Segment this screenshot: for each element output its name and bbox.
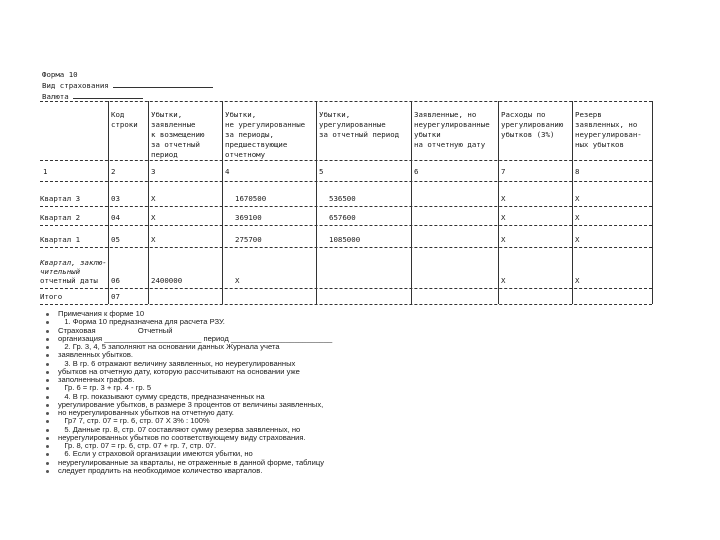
column-header: убытки (414, 130, 441, 139)
table-rule (40, 225, 652, 226)
table-rule (40, 181, 652, 182)
column-header: заявленные (151, 120, 196, 129)
note-text: Гр7 7, стр. 07 = гр. 6, стр. 07 Х 3% : 100% (58, 416, 210, 426)
table-rule (40, 160, 652, 161)
note-text: 3. В гр. 6 отражают величину заявленных, но неурегулированных (58, 358, 296, 368)
bullet-icon (46, 445, 49, 448)
row-label: Итого (40, 292, 63, 301)
column-header: Код (111, 110, 125, 119)
bullet-icon (46, 346, 49, 349)
column-header: Резерв (575, 110, 602, 119)
column-number: 7 (501, 167, 506, 176)
note-text: 4. В гр. показывают сумму средств, предназначенных на (58, 391, 265, 401)
row-code: 03 (111, 194, 120, 203)
row-value: Х (501, 194, 506, 203)
column-divider (652, 101, 653, 304)
table-rule (40, 101, 652, 102)
note-text: заполненных графов. (58, 375, 135, 384)
bullet-icon (46, 412, 49, 415)
column-header: за отчетный (151, 140, 200, 149)
note-text: 5. Данные гр. 8, стр. 07 составляют сумму резерва заявленных, но (58, 424, 301, 434)
row-value: Х (151, 213, 156, 222)
bullet-icon (46, 453, 49, 456)
table-rule (40, 288, 652, 289)
column-header: Заявленные, но (414, 110, 477, 119)
row-code: 05 (111, 235, 120, 244)
row-value: Х (151, 194, 156, 203)
note-text: но неурегулированных убытков на отчетную дату. (58, 408, 234, 417)
note-line (46, 368, 646, 376)
column-number: 2 (111, 167, 116, 176)
row-value: Х (501, 276, 506, 285)
note-text: организация _______________________ период ________________________ (58, 333, 333, 343)
column-number: 3 (151, 167, 156, 176)
column-divider (411, 101, 412, 304)
column-divider (316, 101, 317, 304)
column-header: неурегулирован- (575, 130, 642, 139)
column-header: за периоды, (225, 130, 274, 139)
insurance-type-line (42, 80, 213, 91)
column-divider (572, 101, 573, 304)
column-header: ных убытков (575, 140, 624, 149)
bullet-icon (46, 396, 49, 399)
row-label: чительный (40, 267, 81, 276)
form-notes (46, 310, 646, 475)
bullet-icon (46, 371, 49, 374)
row-value: 536500 (329, 194, 356, 203)
row-label: отчетный даты (40, 276, 98, 285)
note-text: Примечания к форме 10 (58, 309, 145, 318)
bullet-icon (46, 462, 49, 465)
column-number: 8 (575, 167, 580, 176)
insurance-type-label: Вид страхования (42, 81, 109, 90)
column-divider (148, 101, 149, 304)
row-value: 369100 (235, 213, 262, 222)
column-header: предшествующие (225, 140, 288, 149)
row-value: Х (235, 276, 240, 285)
column-number: 4 (225, 167, 230, 176)
column-header: не урегулированные (225, 120, 306, 129)
note-text: неурегулированных убытков по соответствующему виду страхования. (58, 432, 306, 442)
column-header: урегулированию (501, 120, 564, 129)
row-value: Х (575, 235, 580, 244)
column-header: заявленных, но (575, 120, 638, 129)
currency-label: Валюта (42, 92, 69, 101)
column-header: Расходы по (501, 110, 546, 119)
row-value: Х (501, 213, 506, 222)
note-text: 6. Если у страховой организации имеются убытки, но (58, 449, 253, 459)
bullet-icon (46, 420, 49, 423)
bullet-icon (46, 363, 49, 366)
bullet-icon (46, 313, 49, 316)
column-header: Убытки, (319, 110, 351, 119)
note-line (46, 343, 646, 351)
column-number: 6 (414, 167, 419, 176)
bullet-icon (46, 404, 49, 407)
column-header: неурегулированные (414, 120, 490, 129)
row-code: 06 (111, 276, 120, 285)
column-number: 5 (319, 167, 324, 176)
column-header: строки (111, 120, 138, 129)
table-rule (40, 247, 652, 248)
column-divider (498, 101, 499, 304)
column-number: 1 (43, 167, 48, 176)
column-header: Убытки, (225, 110, 257, 119)
table-rule (40, 206, 652, 207)
form-header (42, 70, 213, 102)
row-label: Квартал 2 (40, 213, 81, 222)
row-value: Х (575, 194, 580, 203)
note-text: следует продлить на необходимое количество кварталов. (58, 465, 263, 475)
bullet-icon (46, 354, 49, 357)
column-header: урегулированные (319, 120, 386, 129)
bullet-icon (46, 429, 49, 432)
row-value: Х (575, 276, 580, 285)
column-header: отчетному (225, 150, 266, 159)
column-header: убытков (3%) (501, 130, 555, 139)
row-value: 1670500 (235, 194, 267, 203)
note-text: 2. Гр. 3, 4, 5 заполняют на основании данных Журнала учета (58, 342, 280, 351)
column-divider (222, 101, 223, 304)
bullet-icon (46, 379, 49, 382)
note-text: Гр. 6 = гр. 3 + гр. 4 - гр. 5 (58, 383, 152, 393)
row-value: 657600 (329, 213, 356, 222)
row-label: Квартал, заклю- (40, 258, 107, 267)
note-text: 1. Форма 10 предназначена для расчета РЗУ. (58, 317, 225, 327)
bullet-icon (46, 470, 49, 473)
form-table (40, 101, 652, 304)
row-value: Х (151, 235, 156, 244)
column-header: период (151, 150, 178, 159)
note-text: урегулирование убытков, в размере 3 процентов от величины заявленных, (58, 399, 324, 409)
currency-blank (73, 91, 143, 99)
insurance-type-blank (113, 80, 213, 88)
table-rule (40, 304, 652, 305)
column-header: Убытки, (151, 110, 183, 119)
column-divider (108, 101, 109, 304)
bullet-icon (46, 387, 49, 390)
form-number: Форма 10 (42, 70, 78, 79)
row-value: Х (501, 235, 506, 244)
row-code: 07 (111, 292, 120, 301)
note-text: Страховая Отчетный (58, 325, 173, 335)
row-label: Квартал 3 (40, 194, 81, 203)
note-text: убытков на отчетную дату, которую рассчитывают на основании уже (58, 366, 300, 376)
column-header: на отчетную дату (414, 140, 486, 149)
bullet-icon (46, 338, 49, 341)
note-text: неурегулированные за кварталы, не отраженные в данной форме, таблицу (58, 457, 324, 467)
row-value: 275700 (235, 235, 262, 244)
column-header: за отчетный период (319, 130, 400, 139)
note-text: Гр. 8, стр. 07 = гр. 6, стр. 07 + гр. 7, стр. 07. (58, 441, 217, 450)
note-text: заявленных убытков. (58, 350, 134, 360)
row-value: Х (575, 213, 580, 222)
row-code: 04 (111, 213, 120, 222)
column-header: к возмещению (151, 130, 205, 139)
row-label: Квартал 1 (40, 235, 81, 244)
row-value: 2400000 (151, 276, 183, 285)
bullet-icon (46, 330, 49, 333)
bullet-icon (46, 437, 49, 440)
note-line (46, 467, 646, 475)
bullet-icon (46, 321, 49, 324)
row-value: 1085000 (329, 235, 361, 244)
